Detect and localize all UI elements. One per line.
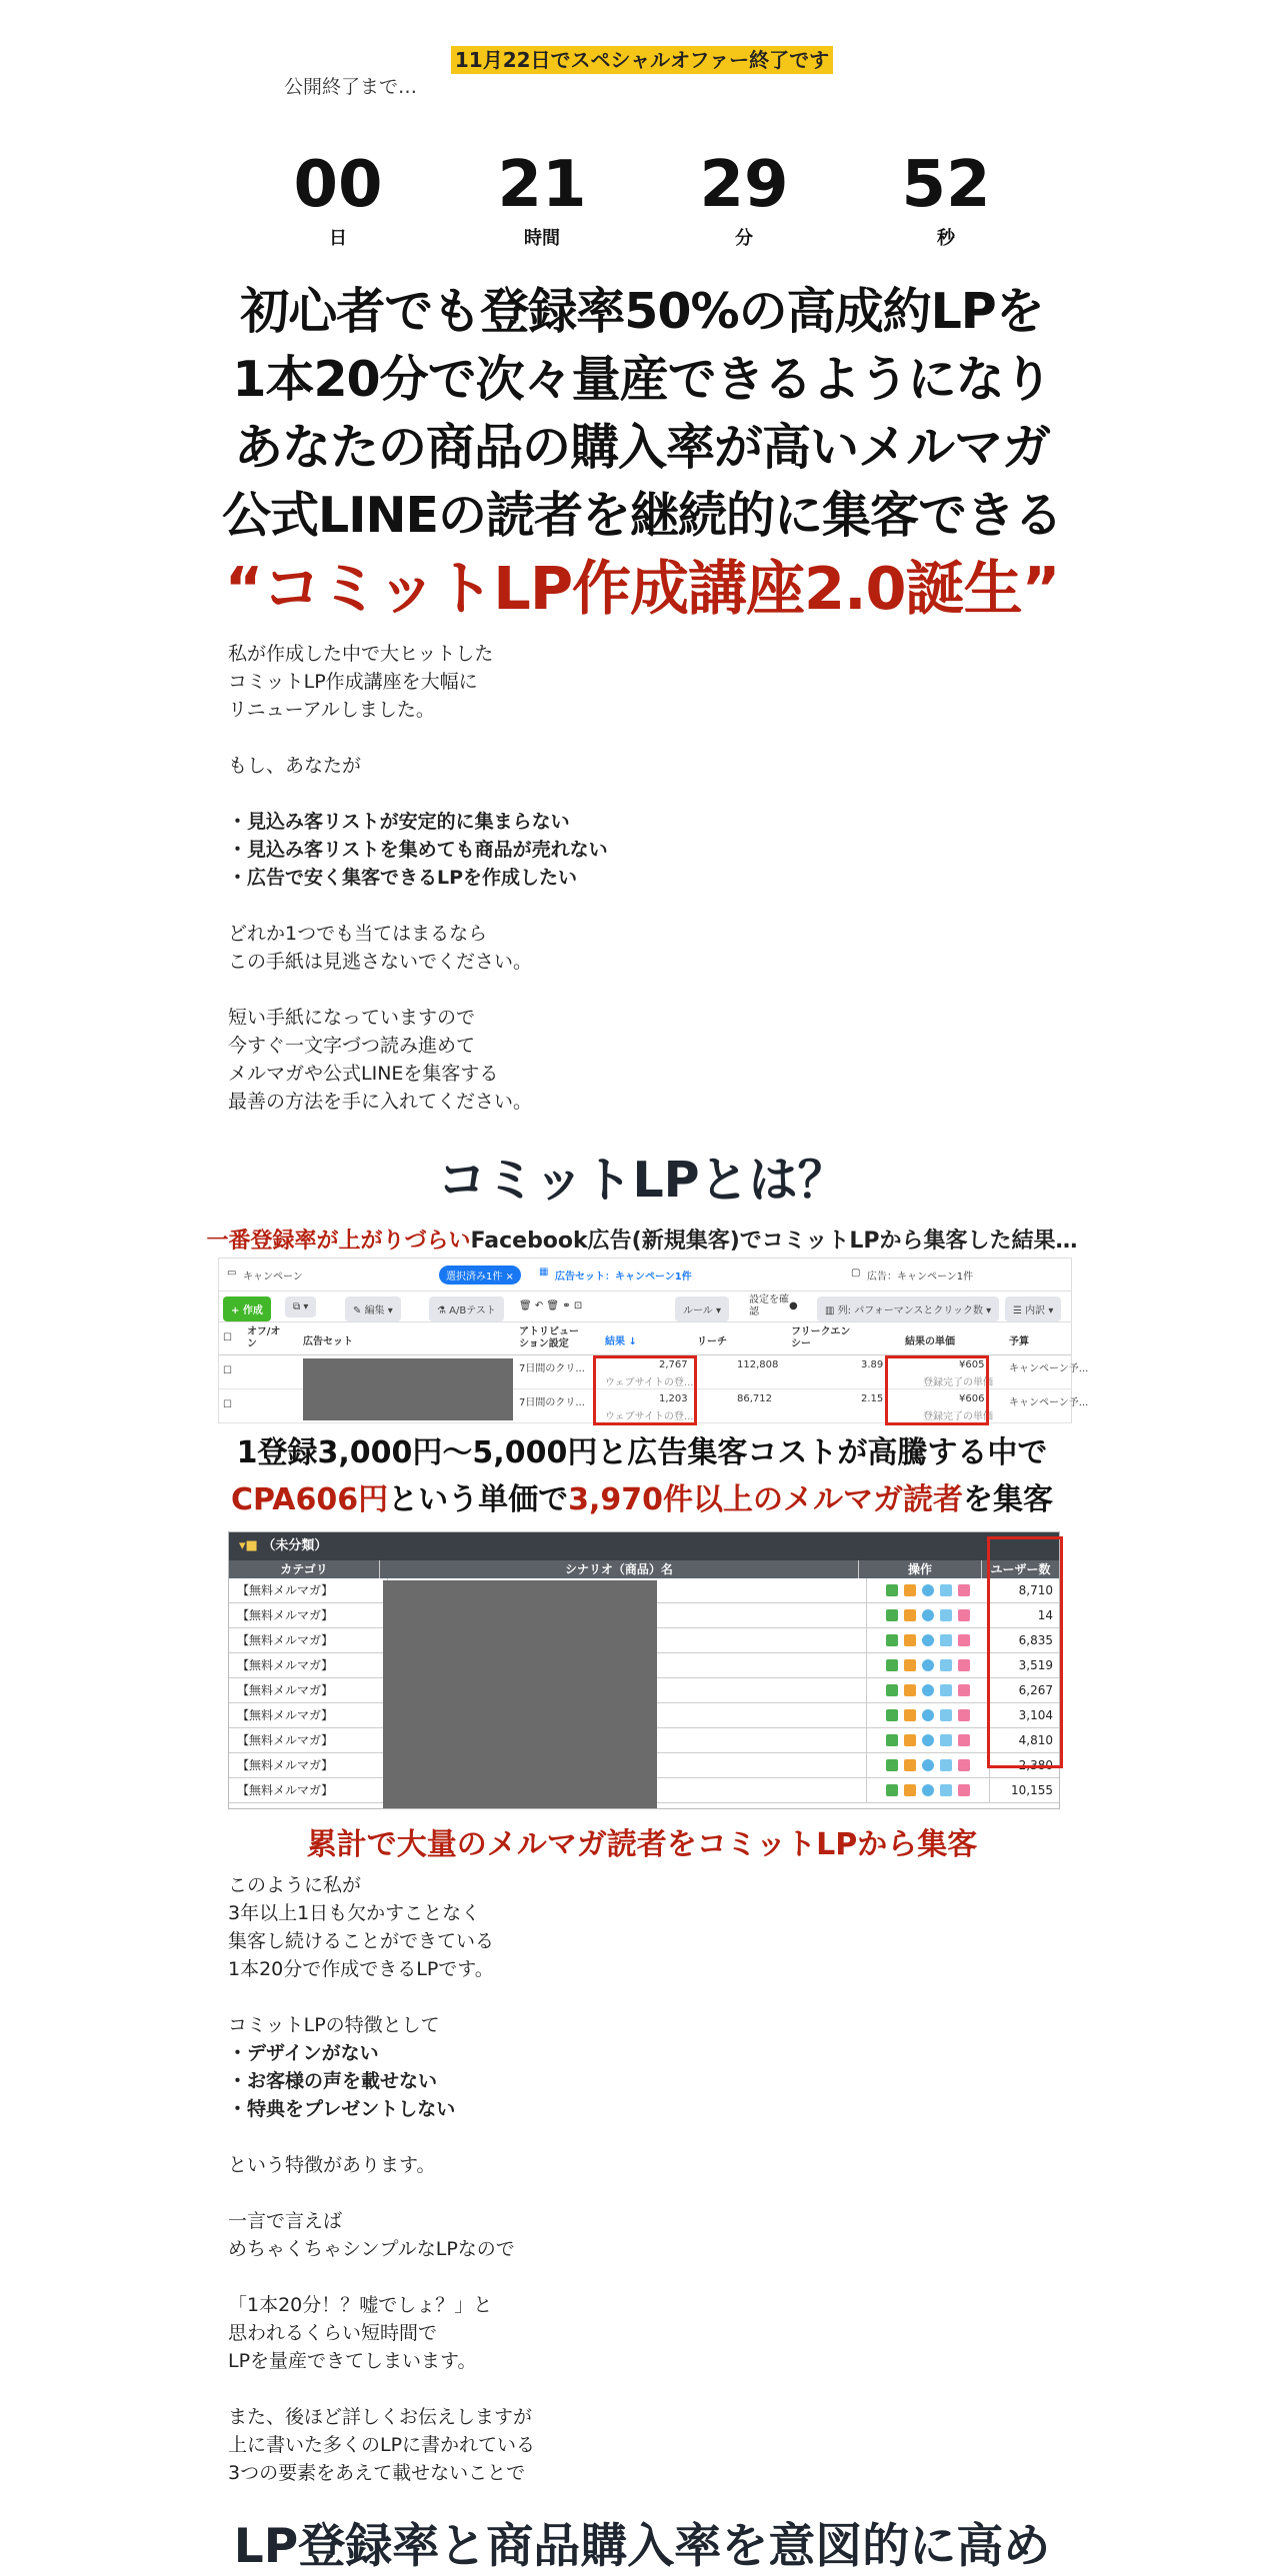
caption-text: という単価で [388, 1482, 569, 1517]
edit-button: ✎ 編集 ▾ [345, 1296, 401, 1321]
text-line: このように私が [228, 1874, 362, 1896]
cell-users: 8,710 [1018, 1583, 1053, 1597]
facebook-ads-screenshot [218, 1258, 1089, 1423]
edit-pencil-icon [886, 1584, 898, 1596]
cell-result: 1,203 [659, 1393, 688, 1404]
col-onoff: オフ/オン [247, 1326, 281, 1349]
text-line: コミットLPの特徴として [228, 2014, 440, 2036]
text-line: LPを量産できてしまいます。 [228, 2350, 477, 2372]
caption-text: Facebook広告(新規集客)でコミットLPから集客した結果… [470, 1229, 1078, 1254]
cell-operations [867, 1778, 990, 1802]
text-line: 3つの要素をあえて載せないことで [228, 2462, 526, 2484]
cell-operations [867, 1578, 990, 1602]
cell-operations [867, 1628, 990, 1652]
bullet-item: ・特典をプレゼントしない [228, 2098, 456, 2120]
text-line: 最善の方法を手に入れてください。 [228, 1091, 533, 1113]
selected-pill: 選択済み1件 × [439, 1266, 521, 1285]
monitor-icon [940, 1609, 952, 1621]
caption-highlight: 一番登録率が上がりづらい [206, 1229, 471, 1254]
mail-magazine-table [228, 1531, 1060, 1809]
mail-icon [904, 1584, 916, 1596]
cell-operations [867, 1678, 990, 1702]
mail-icon [904, 1784, 916, 1796]
col-attribution: アトリビューション設定 [519, 1326, 579, 1349]
bullet-item: ・見込み客リストが安定的に集まらない [228, 811, 570, 833]
chat-icon [922, 1659, 934, 1671]
monitor-icon [940, 1659, 952, 1671]
text-line: 1本20分で作成できるLPです。 [228, 1958, 494, 1980]
delete-icon [958, 1759, 970, 1771]
chat-icon [922, 1684, 934, 1696]
edit-pencil-icon [886, 1609, 898, 1621]
caption-line: 1登録3,000円〜5,000円と広告集客コストが高騰する中で [236, 1435, 1048, 1470]
headline-line: あなたの商品の購入率が高いメルマガ [233, 419, 1050, 476]
settings-check: 設定を確認 [749, 1294, 789, 1317]
countdown-unit: 秒 [937, 228, 955, 249]
bullet-item: ・お客様の声を載せない [228, 2070, 438, 2092]
chat-icon [922, 1709, 934, 1721]
mail-icon [904, 1684, 916, 1696]
delete-icon [958, 1684, 970, 1696]
cell-users: 2,380 [1018, 1758, 1053, 1772]
text-line: どれか1つでも当てはまるなら [228, 923, 488, 945]
cell-users: 10,155 [1011, 1783, 1053, 1797]
col-cpr: 結果の単価 [905, 1336, 955, 1347]
col-frequency: フリークエンシー [791, 1326, 851, 1349]
cell-category: 【無料メルマガ】 [229, 1628, 388, 1652]
delete-icon [958, 1784, 970, 1796]
headline-product-name: “コミットLP作成講座2.0誕生” [224, 554, 1060, 623]
ad-icon: ▢ [851, 1268, 861, 1279]
delete-icon [958, 1659, 970, 1671]
breakdown-button: ☰ 内訳 ▾ [1005, 1296, 1061, 1321]
cell-budget: キャンペーン予... [1009, 1397, 1089, 1408]
text-line: 今すぐ一文字づつ読み進めて [228, 1035, 476, 1057]
mail-icon [904, 1759, 916, 1771]
section-title-what-is: コミットLPとは？ [437, 1152, 847, 1209]
monitor-icon [940, 1584, 952, 1596]
cell-attribution: 7日間のクリ... [519, 1363, 585, 1374]
edit-pencil-icon [886, 1684, 898, 1696]
cell-users: 3,104 [1018, 1708, 1053, 1722]
cell-attribution: 7日間のクリ... [519, 1397, 585, 1408]
duplicate-icon: ⧉ ▾ [285, 1296, 316, 1317]
delete-icon [958, 1609, 970, 1621]
countdown-value: 00 [293, 148, 383, 222]
monitor-icon [940, 1634, 952, 1646]
checkbox-icon: ☐ [223, 1399, 232, 1410]
text-line: 集客し続けることができている [228, 1930, 495, 1952]
cell-category: 【無料メルマガ】 [229, 1603, 388, 1627]
text-line: コミットLP作成講座を大幅に [228, 671, 478, 693]
mail-icon [904, 1609, 916, 1621]
mail-icon [904, 1634, 916, 1646]
body-text [228, 1871, 535, 2487]
campaign-tab: キャンペーン [243, 1272, 303, 1283]
ad-tab: 広告：キャンペーン1件 [867, 1272, 974, 1283]
delete-icon [958, 1709, 970, 1721]
bullet-item: ・見込み客リストを集めても商品が売れない [228, 839, 608, 861]
mail-icon [904, 1659, 916, 1671]
countdown-value: 52 [901, 148, 991, 222]
highlight-box-cpr [885, 1355, 989, 1425]
text-line: 3年以上1日も欠かすことなく [228, 1902, 481, 1924]
folder-icon: ▭ [227, 1268, 237, 1279]
text-line: また、後ほど詳しくお伝えしますが [228, 2406, 533, 2428]
text-line: リニューアルしました。 [228, 699, 435, 721]
caption-text: を集客 [963, 1482, 1053, 1517]
caption-line [0, 1476, 1284, 1523]
rules-label: ルール [683, 1305, 713, 1316]
cell-operations [867, 1753, 990, 1777]
monitor-icon [940, 1759, 952, 1771]
headline-line: 初心者でも登録率50%の高成約LPを [240, 283, 1044, 340]
col-category: カテゴリ [229, 1560, 380, 1578]
intro-text [228, 640, 608, 1116]
text-line: メルマガや公式LINEを集客する [228, 1063, 499, 1085]
cpa-caption [0, 1429, 1284, 1523]
cell-cpr-sub: 登録完了の単価 [923, 1411, 993, 1422]
countdown-value: 21 [497, 148, 587, 222]
cell-result-sub: ウェブサイトの登... [605, 1411, 694, 1422]
group-label: （未分類） [262, 1538, 328, 1553]
monitor-icon [940, 1709, 952, 1721]
edit-pencil-icon [886, 1709, 898, 1721]
countdown-hours [462, 150, 622, 250]
edit-pencil-icon [886, 1784, 898, 1796]
countdown-minutes [664, 150, 824, 250]
abtest-button: ⚗ A/Bテスト [429, 1296, 504, 1321]
cell-users: 6,835 [1018, 1633, 1053, 1647]
offer-banner [0, 44, 1284, 73]
cell-category: 【無料メルマガ】 [229, 1653, 388, 1677]
table-group-header [229, 1532, 1059, 1560]
chat-icon [922, 1759, 934, 1771]
rules-button: ルール ▾ [675, 1296, 729, 1321]
cell-cpr: ¥606 [959, 1393, 985, 1404]
section-title-lp-rate: LP登録率と商品購入率を意図的に高め [233, 2519, 1051, 2574]
countdown-days [258, 150, 418, 250]
table-header [229, 1560, 1059, 1578]
cell-operations [867, 1603, 990, 1627]
abtest-label: A/Bテスト [449, 1305, 496, 1316]
monitor-icon [940, 1784, 952, 1796]
text-line: もし、あなたが [228, 755, 362, 777]
headline [0, 278, 1284, 628]
columns-button: ▥ 列: パフォーマンスとクリック数 ▾ [817, 1296, 999, 1321]
cell-users: 4,810 [1018, 1733, 1053, 1747]
countdown-seconds [866, 150, 1026, 250]
fb-result-caption [0, 1224, 1284, 1255]
text-line: 思われるくらい短時間で [228, 2322, 438, 2344]
col-scenario: シナリオ（商品）名 [380, 1560, 859, 1578]
monitor-icon [940, 1684, 952, 1696]
cell-operations [867, 1703, 990, 1727]
text-line: 短い手紙になっていますので [228, 1007, 476, 1029]
edit-pencil-icon [886, 1659, 898, 1671]
text-line: 「1本20分！？嘘でしょ？」と [228, 2294, 493, 2316]
cell-frequency: 2.15 [861, 1393, 884, 1404]
cell-users: 14 [1037, 1608, 1053, 1622]
headline-line: 1本20分で次々量産できるようになり [232, 351, 1052, 408]
cell-users: 3,519 [1018, 1658, 1053, 1672]
text-line: めちゃくちゃシンプルなLPなので [228, 2238, 515, 2260]
cell-frequency: 3.89 [861, 1359, 884, 1370]
mail-icon [904, 1709, 916, 1721]
dot-icon: ● [789, 1300, 798, 1311]
monitor-icon [940, 1734, 952, 1746]
cell-result: 2,767 [659, 1359, 688, 1370]
chat-icon [922, 1734, 934, 1746]
blurred-adset-names [303, 1358, 513, 1420]
adset-tab: 広告セット：キャンペーン1件 [555, 1272, 692, 1283]
checkbox-icon: ☐ [223, 1365, 232, 1376]
cell-operations [867, 1653, 990, 1677]
cell-category: 【無料メルマガ】 [229, 1728, 388, 1752]
col-operation: 操作 [859, 1560, 982, 1578]
countdown-value: 29 [699, 148, 789, 222]
cell-budget: キャンペーン予... [1009, 1363, 1089, 1374]
text-line: この手紙は見逃さないでください。 [228, 951, 533, 973]
cell-reach: 112,808 [737, 1359, 779, 1370]
col-users: ユーザー数 [990, 1562, 1051, 1576]
highlight-box-users [987, 1536, 1063, 1768]
cell-category: 【無料メルマガ】 [229, 1678, 388, 1702]
col-budget: 予算 [1009, 1336, 1029, 1347]
edit-label: 編集 [364, 1305, 385, 1316]
offer-banner-text: 11月22日でスペシャルオファー終了です [451, 46, 833, 74]
col-adset: 広告セット [303, 1336, 353, 1347]
cell-reach: 86,712 [737, 1393, 772, 1404]
text-line: という特徴があります。 [228, 2154, 436, 2176]
chat-icon [922, 1584, 934, 1596]
bullet-item: ・広告で安く集客できるLPを作成したい [228, 867, 578, 889]
col-result: 結果 ↓ [605, 1336, 637, 1347]
chat-icon [922, 1609, 934, 1621]
chat-icon [922, 1784, 934, 1796]
mail-icon [904, 1734, 916, 1746]
cell-users: 6,267 [1018, 1683, 1053, 1697]
text-line: 一言で言えば [228, 2210, 343, 2232]
edit-pencil-icon [886, 1634, 898, 1646]
countdown-unit: 時間 [524, 228, 560, 249]
bullet-item: ・デザインがない [228, 2042, 379, 2064]
edit-pencil-icon [886, 1734, 898, 1746]
cell-cpr-sub: 登録完了の単価 [923, 1377, 993, 1388]
headline-line: 公式LINEの読者を継続的に集客できる [222, 487, 1062, 544]
folder-icon: ▾■ [239, 1538, 263, 1553]
chat-icon [922, 1634, 934, 1646]
edit-pencil-icon [886, 1759, 898, 1771]
create-button: + 作成 [223, 1296, 271, 1321]
blurred-scenario-names [383, 1580, 657, 1808]
countdown-unit: 分 [735, 228, 753, 249]
cell-result-sub: ウェブサイトの登... [605, 1377, 694, 1388]
until-label: 公開終了まで… [284, 76, 418, 98]
breakdown-label: 内訳 [1025, 1305, 1046, 1316]
toolbar-icons: 🗑 ↶ 🗑 ⚭ ⊡ [519, 1300, 583, 1311]
cell-category: 【無料メルマガ】 [229, 1703, 388, 1727]
delete-icon [958, 1734, 970, 1746]
checkbox-icon: ☐ [223, 1332, 232, 1343]
delete-icon [958, 1634, 970, 1646]
text-line: 私が作成した中で大ヒットした [228, 643, 494, 665]
cell-category: 【無料メルマガ】 [229, 1753, 388, 1777]
cell-operations [867, 1728, 990, 1752]
cell-category: 【無料メルマガ】 [229, 1778, 388, 1802]
highlight-box-results [593, 1355, 697, 1425]
countdown-unit: 日 [329, 228, 347, 249]
text-line: 上に書いた多くのLPに書かれている [228, 2434, 536, 2456]
col-reach: リーチ [697, 1336, 727, 1347]
columns-label: 列: パフォーマンスとクリック数 [837, 1305, 983, 1316]
cumulative-caption: 累計で大量のメルマガ読者をコミットLPから集客 [306, 1827, 978, 1862]
caption-highlight: CPA606円 [231, 1482, 389, 1517]
cell-cpr: ¥605 [959, 1359, 985, 1370]
cell-category: 【無料メルマガ】 [229, 1578, 388, 1602]
grid-icon: ▦ [539, 1267, 549, 1278]
delete-icon [958, 1584, 970, 1596]
caption-highlight: 3,970件以上のメルマガ読者 [568, 1482, 963, 1517]
